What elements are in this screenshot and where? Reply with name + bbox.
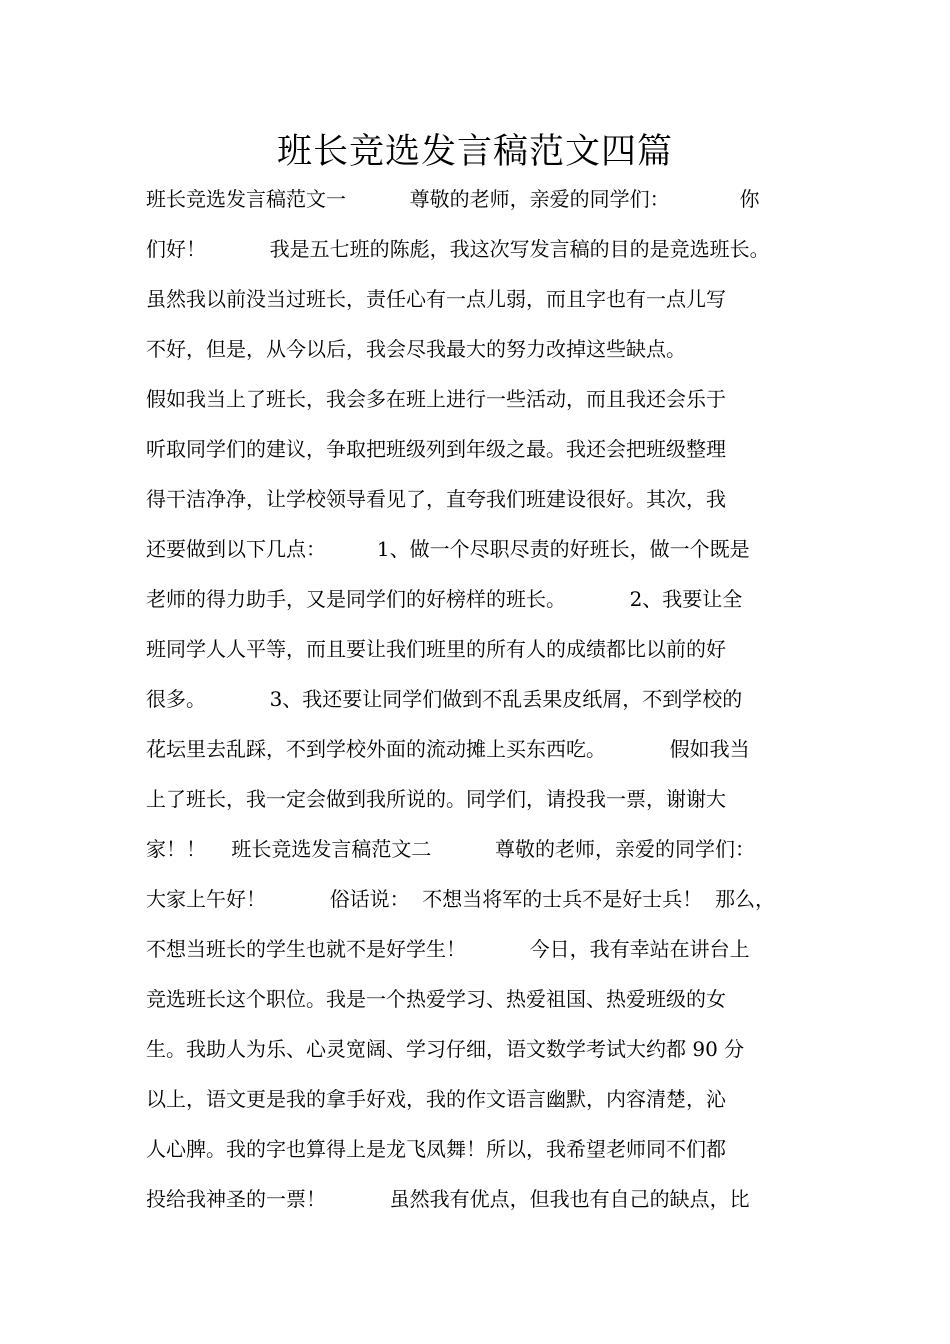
body-line: 老师的得力助手，又是同学们的好榜样的班长。 2、我要让全	[146, 587, 743, 611]
body-line: 上了班长，我一定会做到我所说的。同学们，请投我一票，谢谢大	[146, 787, 726, 811]
body-line: 虽然我以前没当过班长，责任心有一点儿弱，而且字也有一点儿写	[146, 287, 726, 311]
body-line: 听取同学们的建议，争取把班级列到年级之最。我还会把班级整理	[146, 437, 726, 461]
body-line: 以上，语文更是我的拿手好戏，我的作文语言幽默，内容清楚，沁	[146, 1087, 726, 1111]
body-line: 们好！ 我是五七班的陈彪，我这次写发言稿的目的是竞选班长。	[146, 237, 770, 261]
body-line: 班同学人人平等，而且要让我们班里的所有人的成绩都比以前的好	[146, 637, 726, 661]
body-line: 班长竞选发言稿范文一 尊敬的老师，亲爱的同学们： 你	[146, 187, 760, 211]
body-line: 假如我当上了班长，我会多在班上进行一些活动，而且我还会乐于	[146, 387, 726, 411]
body-line: 花坛里去乱踩，不到学校外面的流动摊上买东西吃。 假如我当	[146, 737, 750, 761]
body-line: 投给我神圣的一票！ 虽然我有优点，但我也有自己的缺点，比	[146, 1187, 750, 1211]
body-line: 很多。 3、我还要让同学们做到不乱丢果皮纸屑，不到学校的	[146, 687, 743, 711]
document-title: 班长竞选发言稿范文四篇	[276, 132, 673, 172]
body-line: 竞选班长这个职位。我是一个热爱学习、热爱祖国、热爱班级的女	[146, 987, 726, 1011]
body-line: 得干洁净净，让学校领导看见了，直夸我们班建设很好。其次，我	[146, 487, 726, 511]
body-line: 人心脾。我的字也算得上是龙飞凤舞！所以，我希望老师同不们都	[146, 1137, 726, 1161]
body-line: 还要做到以下几点： 1、做一个尽职尽责的好班长，做一个既是	[146, 537, 750, 561]
body-line: 大家上午好！ 俗话说： 不想当将军的士兵不是好士兵！ 那么，	[146, 887, 776, 911]
body-line: 不想当班长的学生也就不是好学生！ 今日，我有幸站在讲台上	[146, 937, 750, 961]
body-line: 不好，但是，从今以后，我会尽我最大的努力改掉这些缺点。	[146, 337, 686, 361]
body-line: 家！！ 班长竞选发言稿范文二 尊敬的老师，亲爱的同学们：	[146, 837, 756, 861]
body-line: 生。我助人为乐、心灵宽阔、学习仔细，语文数学考试大约都 90 分	[146, 1037, 745, 1061]
